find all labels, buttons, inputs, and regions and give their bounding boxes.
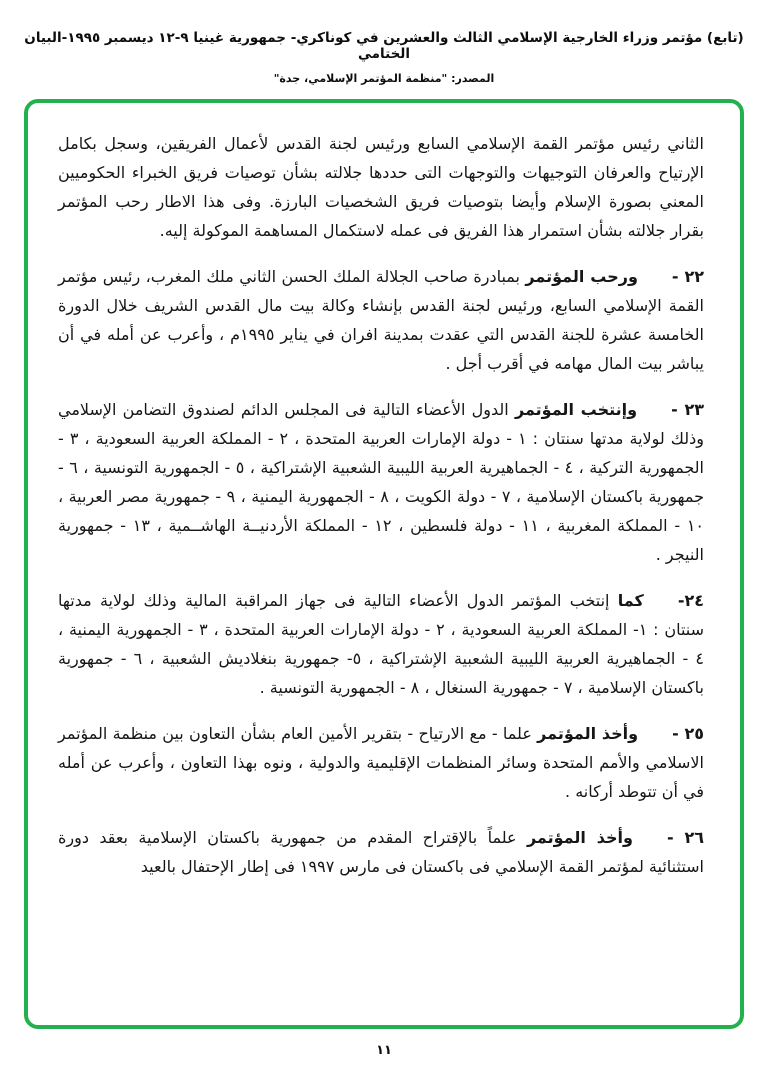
- paragraph-lead: ورحب المؤتمر: [525, 267, 638, 286]
- paragraph-number: ٢٤-: [677, 591, 705, 610]
- paragraph-24: [58, 586, 704, 702]
- paragraph-text: علما - مع الارتياح - بتقرير الأمين العام بشأن التعاون بين منظمة المؤتمر الاسلامي والأمم المتحدة وسائر المنظمات الإقليمية والدولية ، ونوه بهذا التعاون ، وأعرب عن أمله في أن تتوطد أركانه .: [58, 724, 704, 801]
- paragraph-lead: كما: [617, 591, 644, 610]
- paragraph-number: ٢٦ -: [666, 828, 705, 847]
- paragraph-number: ٢٢ -: [671, 267, 704, 286]
- paragraph-lead: وأخذ المؤتمر: [537, 724, 639, 743]
- paragraph-text: علماً بالإقتراح المقدم من جمهورية باكستان الإسلامية بعقد دورة استثنائية لمؤتمر القمة الإسلامي فى باكستان فى مارس ١٩٩٧ فى إطار الإحتفال بالعيد: [58, 828, 704, 876]
- paragraph-25: [58, 719, 704, 806]
- header-title-line: (تابع) مؤتمر وزراء الخارجية الإسلامي الثالث والعشرين في كوناكري- جمهورية غينيا ٩-١٢ ديسمبر ١٩٩٥-البيان الختامي: [24, 30, 744, 62]
- paragraph-text: إنتخب المؤتمر الدول الأعضاء التالية فى جهاز المراقبة المالية وذلك لولاية مدتها سنتان : ١- المملكة العربية السعودية ، ٢ - دولة الإمارات العربية المتحدة ، ٣ - الجمهورية اليمنية ، ٤ - الجماهيرية العربية الليبية الشعبية الإشتراكية ، ٥- جمهورية بنغلاديش الشعبية ، ٦ - جمهورية باكستان الإسلامية ، ٧ - جمهورية السنغال ، ٨ - الجمهورية التونسية .: [58, 591, 705, 697]
- page-number: ١١: [376, 1043, 392, 1058]
- document-header: [0, 0, 768, 85]
- paragraph-number: ٢٥ -: [672, 724, 704, 743]
- paragraph-lead: وإنتخب المؤتمر: [514, 400, 638, 419]
- paragraph-text: بمبادرة صاحب الجلالة الملك الحسن الثاني ملك المغرب، رئيس مؤتمر القمة الإسلامي السابع، ورئيس لجنة القدس بإنشاء وكالة بيت مال القدس الشريف خلال الدورة الخامسة عشرة للجنة القدس التي عقدت بمدينة افران في يناير ١٩٩٥م ، وأعرب عن أمله في أن يباشر بيت المال مهامه في أقرب أجل .: [58, 267, 705, 373]
- paragraph-23: [58, 395, 704, 569]
- green-box: [24, 99, 744, 1029]
- paragraph-text: الدول الأعضاء التالية فى المجلس الدائم لصندوق التضامن الإسلامي وذلك لولاية مدتها سنتان : ١ - دولة الإمارات العربية المتحدة ، ٢ - المملكة العربية السعودية ، ٣ - الجمهورية التركية ، ٤ - الجماهيرية العربية الليبية الشعبية الإشتراكية ، ٥ - الجمهورية التونسية ، ٦ - جمهورية باكستان الإسلامية ، ٧ - دولة الكويت ، ٨ - الجمهورية اليمنية ، ٩ - جمهورية مصر العربية ، ١٠ - المملكة المغربية ، ١١ - دولة فلسطين ، ١٢ - المملكة الأردنيــة الهاشــمية ، ١٣ - جمهورية النيجر .: [58, 400, 705, 564]
- paragraph-22: [58, 262, 704, 378]
- paragraph-lead: وأخذ المؤتمر: [526, 828, 633, 847]
- header-source-line: المصدر: "منظمة المؤتمر الإسلامي، جدة": [273, 72, 495, 85]
- paragraph-continuation: [58, 129, 704, 245]
- paragraph-text: الثاني رئيس مؤتمر القمة الإسلامي السابع ورئيس لجنة القدس لأعمال الفريقين، وسجل بكامل الإرتياح والعرفان التوجيهات والتوجهات التى حددها جلالته بشأن توصيات فريق الخبراء الحكوميين المعني بصورة الإسلام وأيضا بتوصيات فريق الشخصيات البارزة. وفى هذا الاطار رحب المؤتمر بقرار جلالته بشأن استمرار هذا الفريق فى عمله لاستكمال المساهمة الموكولة إليه.: [58, 134, 704, 240]
- paragraph-26: [58, 823, 704, 881]
- paragraph-number: ٢٣ -: [671, 400, 704, 419]
